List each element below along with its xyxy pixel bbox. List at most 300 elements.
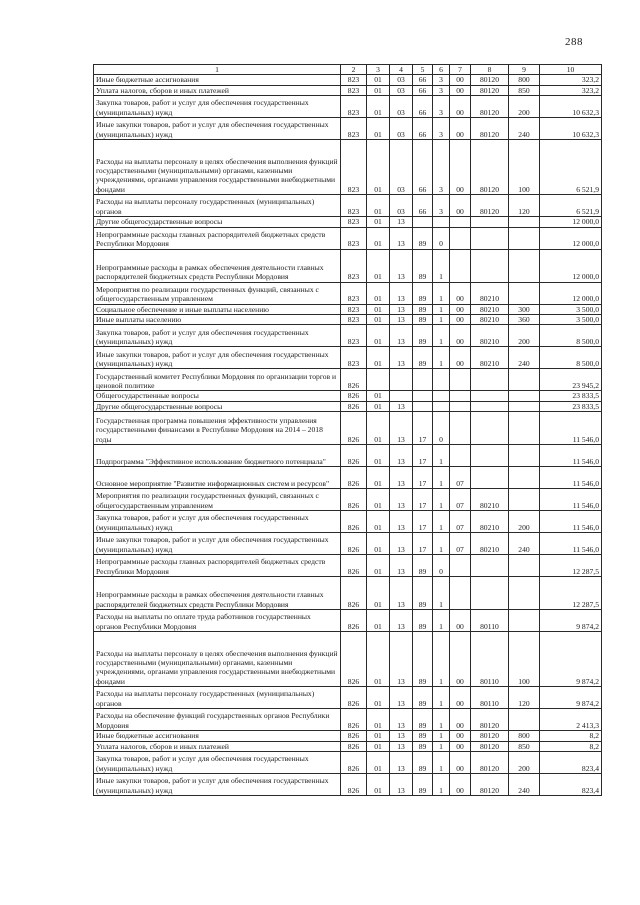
table-row [94, 401, 602, 411]
code-cell [509, 391, 540, 401]
code-cell: 1 [433, 709, 450, 731]
code-cell: 823 [341, 75, 367, 85]
row-name-cell: Расходы на выплаты персоналу в целях обеспечения выполнения функций государственными (муниципальными) органами, казенными учреждениями, органами управления государственными внебюджетными фондами [94, 140, 341, 195]
code-cell: 17 [413, 467, 433, 489]
code-cell [471, 445, 509, 467]
code-cell: 1 [433, 325, 450, 347]
code-cell: 01 [367, 195, 390, 217]
amount-cell: 12 287,5 [540, 555, 602, 577]
code-cell: 01 [367, 227, 390, 249]
table-row [94, 555, 602, 577]
code-cell: 00 [450, 195, 471, 217]
table-row [94, 195, 602, 217]
table-row [94, 774, 602, 796]
amount-cell: 23 833,5 [540, 391, 602, 401]
code-cell: 89 [413, 632, 433, 687]
row-name-cell: Иные выплаты населению [94, 315, 341, 325]
code-cell: 850 [509, 741, 540, 751]
amount-cell: 12 000,0 [540, 227, 602, 249]
code-cell [471, 412, 509, 445]
code-cell: 80210 [471, 347, 509, 369]
code-cell [390, 391, 413, 401]
amount-cell: 6 521,9 [540, 195, 602, 217]
code-cell: 89 [413, 774, 433, 796]
code-cell: 00 [450, 140, 471, 195]
code-cell [413, 401, 433, 411]
code-cell: 826 [341, 533, 367, 555]
code-cell: 17 [413, 511, 433, 533]
code-cell [509, 217, 540, 227]
code-cell: 13 [390, 555, 413, 577]
code-cell [450, 577, 471, 610]
table-body [94, 75, 602, 796]
code-cell: 826 [341, 489, 367, 511]
code-cell: 826 [341, 401, 367, 411]
code-cell: 89 [413, 731, 433, 741]
code-cell: 13 [390, 511, 413, 533]
code-cell: 01 [367, 304, 390, 314]
code-cell: 13 [390, 709, 413, 731]
table-row [94, 369, 602, 391]
code-cell: 01 [367, 85, 390, 95]
page-number: 288 [565, 36, 583, 48]
code-cell: 66 [413, 96, 433, 118]
table-row [94, 445, 602, 467]
code-cell: 17 [413, 445, 433, 467]
table-row [94, 249, 602, 282]
code-cell: 1 [433, 687, 450, 709]
code-cell: 80110 [471, 632, 509, 687]
code-cell [367, 369, 390, 391]
row-name-cell: Закупка товаров, работ и услуг для обеспечения государственных (муниципальных) нужд [94, 511, 341, 533]
code-cell: 80210 [471, 304, 509, 314]
code-cell: 1 [433, 752, 450, 774]
code-cell: 01 [367, 325, 390, 347]
code-cell: 826 [341, 610, 367, 632]
code-cell: 01 [367, 731, 390, 741]
code-cell: 200 [509, 325, 540, 347]
column-header: 1 [94, 65, 341, 75]
amount-cell: 2 413,3 [540, 709, 602, 731]
code-cell: 826 [341, 741, 367, 751]
amount-cell: 8,2 [540, 731, 602, 741]
amount-cell: 11 546,0 [540, 511, 602, 533]
code-cell: 360 [509, 315, 540, 325]
code-cell [471, 391, 509, 401]
code-cell: 120 [509, 687, 540, 709]
code-cell: 03 [390, 85, 413, 95]
table-row [94, 511, 602, 533]
code-cell: 03 [390, 96, 413, 118]
code-cell [433, 401, 450, 411]
table-row [94, 533, 602, 555]
code-cell [450, 445, 471, 467]
column-header: 2 [341, 65, 367, 75]
code-cell: 80120 [471, 774, 509, 796]
code-cell: 01 [367, 282, 390, 304]
code-cell [450, 227, 471, 249]
code-cell: 13 [390, 467, 413, 489]
code-cell: 80120 [471, 709, 509, 731]
code-cell: 89 [413, 709, 433, 731]
code-cell: 80120 [471, 118, 509, 140]
code-cell: 89 [413, 282, 433, 304]
code-cell: 826 [341, 391, 367, 401]
row-name-cell: Закупка товаров, работ и услуг для обеспечения государственных (муниципальных) нужд [94, 96, 341, 118]
code-cell: 00 [450, 741, 471, 751]
code-cell: 66 [413, 195, 433, 217]
code-cell: 100 [509, 632, 540, 687]
code-cell: 17 [413, 533, 433, 555]
amount-cell: 6 521,9 [540, 140, 602, 195]
code-cell: 823 [341, 347, 367, 369]
code-cell: 1 [433, 467, 450, 489]
column-header: 7 [450, 65, 471, 75]
code-cell [433, 369, 450, 391]
code-cell: 13 [390, 315, 413, 325]
code-cell: 89 [413, 555, 433, 577]
code-cell: 01 [367, 412, 390, 445]
row-name-cell: Подпрограмма "Эффективное использование бюджетного потенциала" [94, 445, 341, 467]
code-cell: 823 [341, 85, 367, 95]
budget-table [93, 64, 602, 796]
code-cell: 07 [450, 533, 471, 555]
code-cell: 800 [509, 75, 540, 85]
code-cell: 00 [450, 304, 471, 314]
amount-cell: 823,4 [540, 752, 602, 774]
table-row [94, 325, 602, 347]
code-cell: 850 [509, 85, 540, 95]
code-cell: 13 [390, 412, 413, 445]
code-cell: 13 [390, 489, 413, 511]
code-cell: 1 [433, 577, 450, 610]
code-cell: 07 [450, 467, 471, 489]
row-name-cell: Иные закупки товаров, работ и услуг для обеспечения государственных (муниципальных) нужд [94, 533, 341, 555]
code-cell [509, 610, 540, 632]
code-cell: 89 [413, 347, 433, 369]
row-name-cell: Расходы на выплаты персоналу государственных (муниципальных) органов [94, 195, 341, 217]
code-cell: 01 [367, 752, 390, 774]
code-cell: 13 [390, 249, 413, 282]
code-cell: 89 [413, 610, 433, 632]
code-cell [450, 369, 471, 391]
code-cell: 826 [341, 731, 367, 741]
code-cell: 826 [341, 774, 367, 796]
code-cell [390, 369, 413, 391]
row-name-cell: Другие общегосударственные вопросы [94, 217, 341, 227]
table-row [94, 96, 602, 118]
code-cell: 1 [433, 249, 450, 282]
code-cell [450, 391, 471, 401]
code-cell: 13 [390, 445, 413, 467]
code-cell: 01 [367, 217, 390, 227]
code-cell [433, 217, 450, 227]
code-cell [450, 555, 471, 577]
row-name-cell: Расходы на выплаты персоналу в целях обеспечения выполнения функций государственными (муниципальными) органами, казенными учреждениями, органами управления государственными внебюджетными фондами [94, 632, 341, 687]
code-cell: 13 [390, 687, 413, 709]
amount-cell: 23 833,5 [540, 401, 602, 411]
column-header: 3 [367, 65, 390, 75]
code-cell: 823 [341, 96, 367, 118]
table-row [94, 687, 602, 709]
code-cell: 66 [413, 118, 433, 140]
code-cell: 300 [509, 304, 540, 314]
table-row [94, 118, 602, 140]
code-cell: 823 [341, 249, 367, 282]
code-cell: 1 [433, 304, 450, 314]
code-cell: 17 [413, 412, 433, 445]
column-header: 9 [509, 65, 540, 75]
code-cell: 13 [390, 577, 413, 610]
amount-cell: 11 546,0 [540, 445, 602, 467]
code-cell: 80120 [471, 75, 509, 85]
table-row [94, 391, 602, 401]
amount-cell: 8,2 [540, 741, 602, 751]
code-cell [509, 401, 540, 411]
code-cell: 80120 [471, 741, 509, 751]
code-cell: 00 [450, 315, 471, 325]
code-cell: 826 [341, 369, 367, 391]
amount-cell: 8 500,0 [540, 325, 602, 347]
code-cell: 00 [450, 96, 471, 118]
code-cell [471, 577, 509, 610]
amount-cell: 12 000,0 [540, 249, 602, 282]
table-row [94, 709, 602, 731]
code-cell: 80120 [471, 140, 509, 195]
code-cell: 13 [390, 632, 413, 687]
table-row [94, 85, 602, 95]
code-cell: 00 [450, 774, 471, 796]
code-cell: 80210 [471, 325, 509, 347]
code-cell [509, 412, 540, 445]
code-cell: 3 [433, 195, 450, 217]
code-cell: 826 [341, 511, 367, 533]
amount-cell: 3 500,0 [540, 315, 602, 325]
code-cell: 00 [450, 85, 471, 95]
row-name-cell: Расходы на обеспечение функций государственных органов Республики Мордовия [94, 709, 341, 731]
amount-cell: 8 500,0 [540, 347, 602, 369]
table-row [94, 731, 602, 741]
code-cell: 13 [390, 304, 413, 314]
code-cell [509, 709, 540, 731]
amount-cell: 12 287,5 [540, 577, 602, 610]
column-header: 4 [390, 65, 413, 75]
code-cell: 13 [390, 774, 413, 796]
code-cell: 89 [413, 741, 433, 751]
code-cell: 03 [390, 195, 413, 217]
code-cell: 00 [450, 610, 471, 632]
code-cell: 01 [367, 445, 390, 467]
code-cell: 826 [341, 412, 367, 445]
code-cell: 1 [433, 731, 450, 741]
table-row [94, 610, 602, 632]
row-name-cell: Государственный комитет Республики Мордовия по организации торгов и ценовой политике [94, 369, 341, 391]
table-row [94, 315, 602, 325]
code-cell: 1 [433, 632, 450, 687]
amount-cell: 10 632,3 [540, 118, 602, 140]
row-name-cell: Расходы на выплаты по оплате труда работников государственных органов Республики Мордовия [94, 610, 341, 632]
code-cell: 13 [390, 731, 413, 741]
amount-cell: 9 874,2 [540, 687, 602, 709]
column-header: 8 [471, 65, 509, 75]
code-cell: 1 [433, 741, 450, 751]
code-cell: 0 [433, 227, 450, 249]
row-name-cell: Иные бюджетные ассигнования [94, 731, 341, 741]
code-cell: 01 [367, 555, 390, 577]
amount-cell: 9 874,2 [540, 610, 602, 632]
code-cell: 80120 [471, 195, 509, 217]
code-cell: 13 [390, 401, 413, 411]
code-cell [450, 401, 471, 411]
code-cell: 823 [341, 118, 367, 140]
code-cell: 823 [341, 140, 367, 195]
code-cell: 89 [413, 315, 433, 325]
code-cell: 823 [341, 227, 367, 249]
row-name-cell: Закупка товаров, работ и услуг для обеспечения государственных (муниципальных) нужд [94, 752, 341, 774]
table-row [94, 632, 602, 687]
code-cell: 80120 [471, 731, 509, 741]
code-cell: 00 [450, 709, 471, 731]
code-cell: 01 [367, 401, 390, 411]
code-cell [450, 249, 471, 282]
code-cell: 800 [509, 731, 540, 741]
code-cell: 826 [341, 687, 367, 709]
code-cell [509, 555, 540, 577]
code-cell: 89 [413, 752, 433, 774]
table-row [94, 489, 602, 511]
code-cell: 80110 [471, 687, 509, 709]
table-row [94, 741, 602, 751]
code-cell: 80210 [471, 282, 509, 304]
row-name-cell: Мероприятия по реализации государственных функций, связанных с общегосударственным управлением [94, 489, 341, 511]
code-cell: 13 [390, 282, 413, 304]
code-cell [471, 369, 509, 391]
code-cell: 01 [367, 632, 390, 687]
code-cell [413, 217, 433, 227]
code-cell [433, 391, 450, 401]
code-cell: 3 [433, 85, 450, 95]
code-cell: 01 [367, 687, 390, 709]
code-cell [471, 249, 509, 282]
row-name-cell: Другие общегосударственные вопросы [94, 401, 341, 411]
code-cell: 13 [390, 752, 413, 774]
amount-cell: 12 000,0 [540, 282, 602, 304]
code-cell [509, 489, 540, 511]
amount-cell: 823,4 [540, 774, 602, 796]
code-cell [509, 445, 540, 467]
code-cell [471, 217, 509, 227]
code-cell: 01 [367, 577, 390, 610]
code-cell: 826 [341, 445, 367, 467]
amount-cell: 9 874,2 [540, 632, 602, 687]
code-cell: 89 [413, 304, 433, 314]
code-cell: 00 [450, 632, 471, 687]
code-cell: 13 [390, 227, 413, 249]
row-name-cell: Основное мероприятие "Развитие информационных систем и ресурсов" [94, 467, 341, 489]
table-row [94, 217, 602, 227]
code-cell: 1 [433, 489, 450, 511]
table-row [94, 752, 602, 774]
amount-cell: 12 000,0 [540, 217, 602, 227]
code-cell: 13 [390, 741, 413, 751]
amount-cell: 323,2 [540, 75, 602, 85]
amount-cell: 11 546,0 [540, 489, 602, 511]
code-cell [509, 249, 540, 282]
code-cell [471, 227, 509, 249]
row-name-cell: Уплата налогов, сборов и иных платежей [94, 741, 341, 751]
row-name-cell: Непрограммные расходы главных распорядителей бюджетных средств Республики Мордовия [94, 227, 341, 249]
code-cell: 200 [509, 511, 540, 533]
code-cell: 00 [450, 325, 471, 347]
code-cell: 01 [367, 315, 390, 325]
amount-cell: 11 546,0 [540, 412, 602, 445]
code-cell: 1 [433, 511, 450, 533]
code-cell: 80110 [471, 610, 509, 632]
code-cell: 01 [367, 96, 390, 118]
code-cell: 89 [413, 577, 433, 610]
code-cell: 00 [450, 118, 471, 140]
code-cell: 826 [341, 467, 367, 489]
code-cell: 120 [509, 195, 540, 217]
column-header: 6 [433, 65, 450, 75]
code-cell: 66 [413, 75, 433, 85]
code-cell: 66 [413, 140, 433, 195]
code-cell [471, 401, 509, 411]
code-cell: 01 [367, 347, 390, 369]
row-name-cell: Уплата налогов, сборов и иных платежей [94, 85, 341, 95]
code-cell [450, 217, 471, 227]
code-cell: 80210 [471, 489, 509, 511]
code-cell: 01 [367, 118, 390, 140]
row-name-cell: Непрограммные расходы в рамках обеспечения деятельности главных распорядителей бюджетных средств Республики Мордовия [94, 249, 341, 282]
code-cell: 823 [341, 325, 367, 347]
code-cell: 80120 [471, 96, 509, 118]
table-header-row [94, 65, 602, 75]
code-cell: 1 [433, 282, 450, 304]
column-header: 5 [413, 65, 433, 75]
row-name-cell: Мероприятия по реализации государственных функций, связанных с общегосударственным управлением [94, 282, 341, 304]
code-cell: 00 [450, 75, 471, 85]
code-cell [450, 412, 471, 445]
table-row [94, 577, 602, 610]
table-row [94, 75, 602, 85]
code-cell: 80120 [471, 85, 509, 95]
code-cell: 1 [433, 445, 450, 467]
code-cell: 1 [433, 533, 450, 555]
code-cell: 01 [367, 774, 390, 796]
row-name-cell: Непрограммные расходы главных распорядителей бюджетных средств Республики Мордовия [94, 555, 341, 577]
code-cell: 13 [390, 217, 413, 227]
code-cell: 01 [367, 249, 390, 282]
code-cell: 00 [450, 731, 471, 741]
code-cell [509, 467, 540, 489]
code-cell: 01 [367, 75, 390, 85]
code-cell: 3 [433, 96, 450, 118]
code-cell: 240 [509, 774, 540, 796]
code-cell: 66 [413, 85, 433, 95]
code-cell: 17 [413, 489, 433, 511]
code-cell: 80210 [471, 511, 509, 533]
row-name-cell: Иные бюджетные ассигнования [94, 75, 341, 85]
code-cell: 826 [341, 752, 367, 774]
code-cell: 3 [433, 75, 450, 85]
code-cell: 100 [509, 140, 540, 195]
table-row [94, 347, 602, 369]
code-cell: 3 [433, 118, 450, 140]
code-cell: 3 [433, 140, 450, 195]
code-cell: 01 [367, 489, 390, 511]
code-cell: 01 [367, 391, 390, 401]
